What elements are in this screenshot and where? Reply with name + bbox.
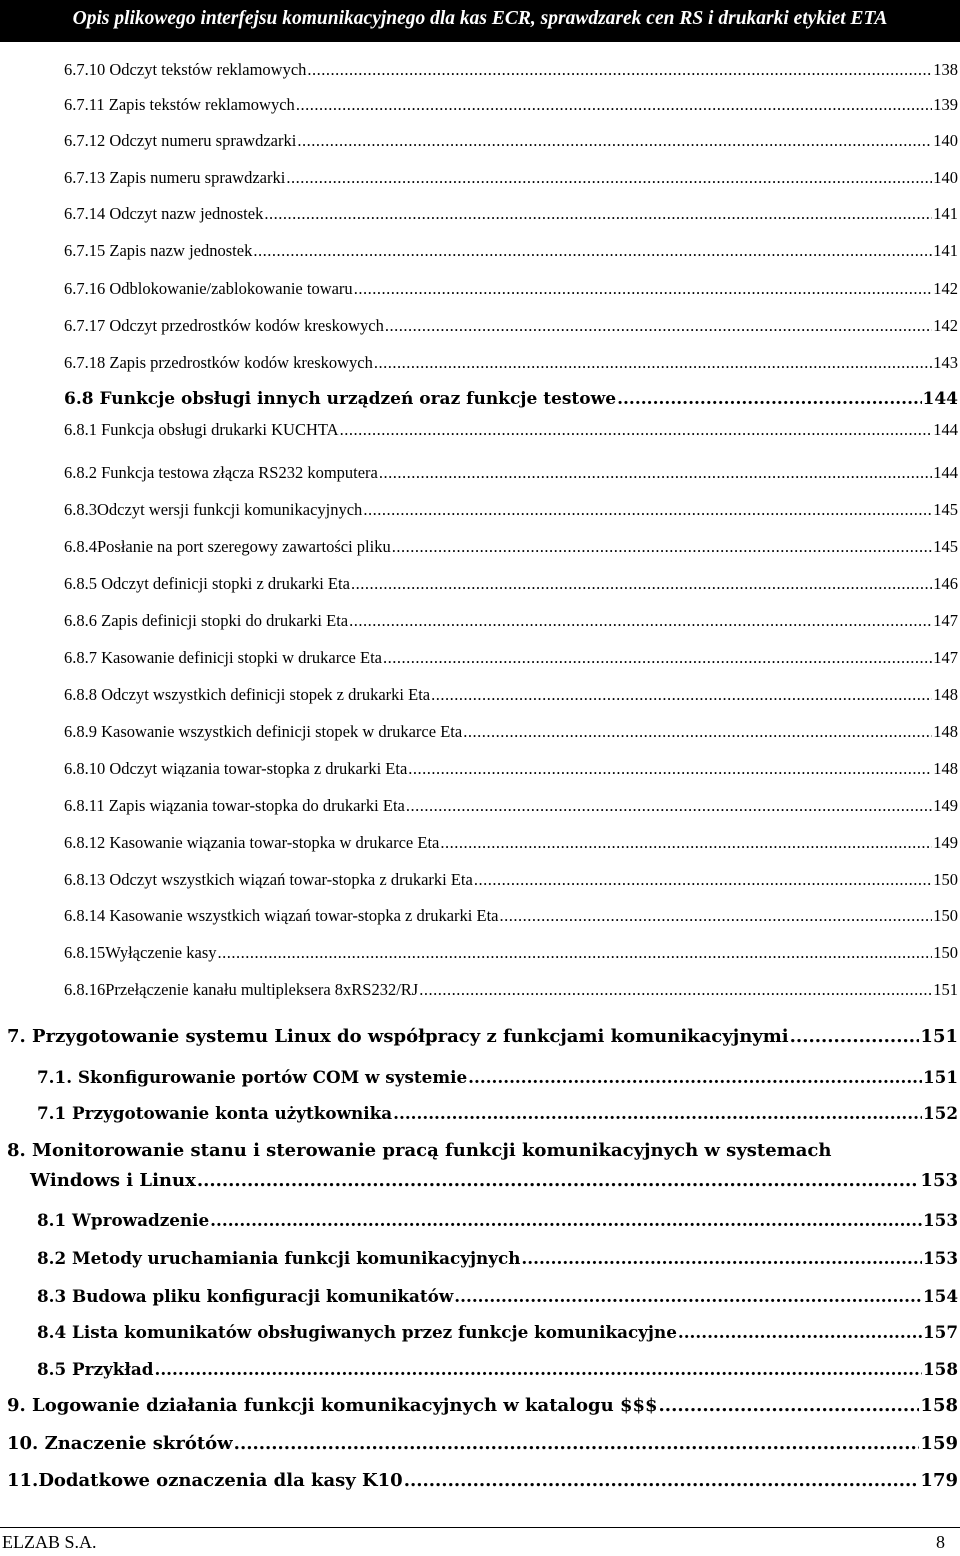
toc-entry[interactable]: 6.8.15Wyłączenie kasy ..... 150 [64,943,958,963]
toc-section[interactable]: 8.1 Wprowadzenie ..... 153 [37,1210,958,1230]
page-header [0,0,960,42]
toc-entry[interactable]: 6.7.13 Zapis numeru sprawdzarki ..... 140 [64,168,958,188]
toc-chapter-line1[interactable]: 8. Monitorowanie stanu i sterowanie pracą funkcji komunikacyjnych w systemach [7,1140,832,1161]
toc-entry[interactable]: 6.8.5 Odczyt definicji stopki z drukarki Eta ..... 146 [64,574,958,594]
header-title: Opis plikowego interfejsu komunikacyjnego dla kas ECR, sprawdzarek cen RS i drukarki etykiet ETA [72,8,888,29]
toc-entry[interactable]: 6.8.12 Kasowanie wiązania towar-stopka w drukarce Eta ..... 149 [64,833,958,853]
toc-section[interactable]: 7.1. Skonfigurowanie portów COM w systemie ..... 151 [37,1067,958,1087]
toc-section[interactable]: 8.2 Metody uruchamiania funkcji komunikacyjnych ..... 153 [37,1248,958,1268]
toc-chapter[interactable]: 10. Znaczenie skrótów ..... 159 [7,1433,958,1454]
toc-section[interactable]: 8.4 Lista komunikatów obsługiwanych przez funkcje komunikacyjne ..... 157 [37,1322,958,1342]
toc-entry[interactable]: 6.8.14 Kasowanie wszystkich wiązań towar-stopka z drukarki Eta ..... 150 [64,906,958,926]
toc-chapter[interactable]: 9. Logowanie działania funkcji komunikacyjnych w katalogu $$$ ..... 158 [7,1395,958,1416]
toc-entry[interactable]: 6.7.11 Zapis tekstów reklamowych ..... 139 [64,95,958,115]
footer-company: ELZAB S.A. [2,1532,97,1552]
footer-divider [0,1527,960,1528]
toc-entry[interactable]: 6.8.1 Funkcja obsługi drukarki KUCHTA ..... 144 [64,420,958,440]
toc-entry[interactable]: 6.8.16Przełączenie kanału multipleksera 8xRS232/RJ ..... 151 [64,980,958,1000]
toc-chapter[interactable]: 11.Dodatkowe oznaczenia dla kasy K10 ..... 179 [7,1470,958,1491]
toc-entry[interactable]: 6.7.14 Odczyt nazw jednostek ..... 141 [64,204,958,224]
toc-entry[interactable]: 6.8.3Odczyt wersji funkcji komunikacyjnych ..... 145 [64,500,958,520]
toc-entry[interactable]: 6.8.11 Zapis wiązania towar-stopka do drukarki Eta ..... 149 [64,796,958,816]
toc-entry[interactable]: 6.7.15 Zapis nazw jednostek ..... 141 [64,241,958,261]
toc-section[interactable]: 8.3 Budowa pliku konfiguracji komunikatów ..... 154 [37,1286,958,1306]
toc-entry[interactable]: 6.8.8 Odczyt wszystkich definicji stopek z drukarki Eta ..... 148 [64,685,958,705]
toc-entry[interactable]: 6.8.13 Odczyt wszystkich wiązań towar-stopka z drukarki Eta ..... 150 [64,870,958,890]
toc-entry[interactable]: 6.7.10 Odczyt tekstów reklamowych ..... 138 [64,60,958,80]
toc-entry[interactable]: 6.7.17 Odczyt przedrostków kodów kreskowych ..... 142 [64,316,958,336]
toc-entry[interactable]: 6.8.6 Zapis definicji stopki do drukarki Eta ..... 147 [64,611,958,631]
toc-chapter[interactable]: 7. Przygotowanie systemu Linux do współpracy z funkcjami komunikacyjnymi ..... 151 [7,1026,958,1047]
toc-section-heading[interactable]: 6.8 Funkcje obsługi innych urządzeń oraz funkcje testowe ..... 144 [64,389,958,409]
toc-entry[interactable]: 6.7.18 Zapis przedrostków kodów kreskowych ..... 143 [64,353,958,373]
toc-entry[interactable]: 6.8.10 Odczyt wiązania towar-stopka z drukarki Eta ..... 148 [64,759,958,779]
toc-entry[interactable]: 6.8.4Posłanie na port szeregowy zawartości pliku ..... 145 [64,537,958,557]
toc-entry[interactable]: 6.7.16 Odblokowanie/zablokowanie towaru ..... 142 [64,279,958,299]
toc-entry[interactable]: 6.7.12 Odczyt numeru sprawdzarki ..... 140 [64,131,958,151]
toc-section[interactable]: 7.1 Przygotowanie konta użytkownika ..... 152 [37,1103,958,1123]
toc-entry[interactable]: 6.8.9 Kasowanie wszystkich definicji stopek w drukarce Eta ..... 148 [64,722,958,742]
toc-entry[interactable]: 6.8.2 Funkcja testowa złącza RS232 komputera ..... 144 [64,463,958,483]
toc-chapter[interactable]: Windows i Linux ..... 153 [30,1170,958,1191]
toc-entry[interactable]: 6.8.7 Kasowanie definicji stopki w drukarce Eta ..... 147 [64,648,958,668]
footer-page-number: 8 [936,1532,945,1552]
toc-section[interactable]: 8.5 Przykład ..... 158 [37,1359,958,1379]
